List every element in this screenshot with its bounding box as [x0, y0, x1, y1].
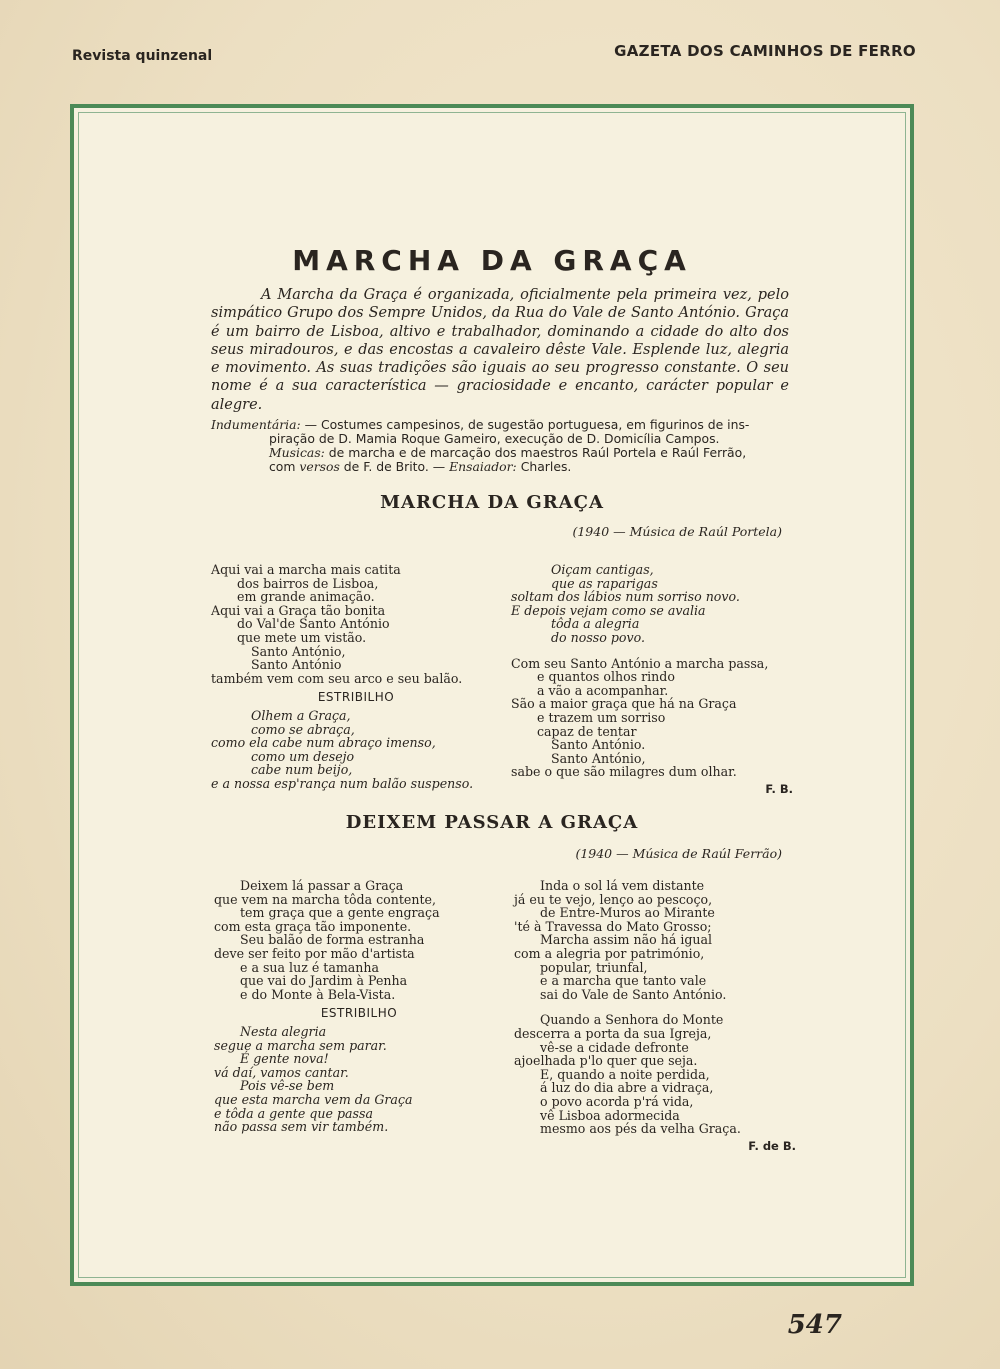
musicas-label: Musicas:	[269, 445, 325, 460]
song-1-attribution: (1940 — Música de Raúl Portela)	[572, 524, 782, 539]
song-2-title: DEIXEM PASSAR A GRAÇA	[345, 812, 639, 833]
refrain-line: que esta marcha vem da Graça	[214, 1091, 413, 1107]
refrain-line: como se abraça,	[251, 721, 355, 737]
verse-line: que mete um vistão.	[237, 629, 367, 645]
stanza-gap	[511, 645, 793, 657]
verse-line: deve ser feito por mão d'artista	[214, 945, 415, 961]
refrain-line: como ela cabe num abraço imenso,	[211, 735, 436, 751]
song-1-title: MARCHA DA GRAÇA	[380, 492, 604, 513]
verse-line: e do Monte à Bela-Vista.	[240, 986, 396, 1002]
verse-line: São a maior graça que há na Graça	[511, 696, 737, 712]
song-2-signature: F. de B.	[748, 1138, 796, 1153]
musicas-text: de marcha e de marcação dos maestros Raúl Portela e Raúl Ferrão,	[324, 445, 747, 460]
article-title: MARCHA DA GRAÇA	[292, 244, 692, 277]
verse-line: popular, triunfal,	[540, 959, 648, 975]
verse-line: e a sua luz é tamanha	[240, 959, 380, 975]
verse-line: a vão a acompanhar.	[537, 682, 669, 698]
song-1-signature: F. B.	[765, 781, 793, 796]
verse-line: Oiçam cantigas,	[551, 562, 654, 577]
article-frame	[70, 104, 914, 1286]
running-header-left: Revista quinzenal	[72, 48, 213, 64]
verse-line: sai do Vale de Santo António.	[540, 986, 727, 1002]
verse-line: 'té à Travessa do Mato Grosso;	[514, 918, 712, 934]
verse-line: Marcha assim não há igual	[540, 932, 713, 948]
verse-line: vê Lisboa adormecida	[540, 1107, 680, 1123]
indumentaria-text: — Costumes campesinos, de sugestão portuguesa, em figurinos de ins-	[300, 417, 750, 432]
verse-line: de Entre-Muros ao Mirante	[540, 905, 715, 921]
verse-line: vê-se a cidade defronte	[540, 1039, 689, 1055]
refrain-line: Pois vê-se bem	[240, 1078, 335, 1094]
indumentaria-text-2: piração de D. Mamia Roque Gameiro, execução de D. Domicília Campos.	[269, 431, 720, 446]
verse-line: que as raparigas	[551, 575, 658, 591]
verse-line: tem graça que a gente engraça	[240, 905, 440, 921]
refrain-line: segue a marcha sem parar.	[214, 1037, 387, 1053]
verse-line: e quantos olhos rindo	[537, 669, 675, 685]
refrain-line: Nesta alegria	[240, 1023, 327, 1039]
versos-text: de F. de Brito. —	[339, 459, 450, 474]
verse-line: e trazem um sorriso	[537, 709, 666, 725]
verse-line: á luz do dia abre a vidraça,	[540, 1080, 714, 1096]
refrain-line: e a nossa esp'rança num balão suspenso.	[211, 775, 474, 791]
verse-line: e a marcha que tanto vale	[540, 973, 707, 989]
refrain-line: como um desejo	[251, 748, 355, 764]
verse-line: Santo António.	[551, 737, 646, 753]
refrain-line: É gente nova!	[240, 1051, 329, 1067]
page-number: 547	[787, 1310, 842, 1340]
verse-line: dos bairros de Lisboa,	[237, 575, 379, 591]
ensaiador-text: Charles.	[516, 459, 572, 474]
verse-line: Deixem lá passar a Graça	[240, 878, 404, 893]
verse-line: que vai do Jardim à Penha	[240, 973, 408, 989]
song-2-attribution: (1940 — Música de Raúl Ferrão)	[575, 846, 782, 861]
verse-line: o povo acorda p'rá vida,	[540, 1093, 694, 1109]
verse-line: com esta graça tão imponente.	[214, 918, 412, 934]
verse-line: Santo António,	[251, 643, 346, 659]
indumentaria-label: Indumentária:	[211, 417, 301, 432]
verse-line: Seu balão de forma estranha	[240, 932, 425, 948]
refrain-line: e tôda a gente que passa	[214, 1105, 373, 1121]
song-1-left-column	[211, 563, 501, 791]
refrain-label: ESTRIBILHO	[317, 690, 395, 705]
verse-line: também vem com seu arco e seu balão.	[211, 670, 463, 686]
verse-line: Santo António,	[551, 750, 646, 766]
refrain-label: ESTRIBILHO	[320, 1006, 398, 1021]
verse-line: Com seu Santo António a marcha passa,	[511, 655, 769, 671]
refrain-line: cabe num beijo,	[251, 762, 353, 778]
song-2-right-column	[514, 879, 796, 1153]
verse-line: capaz de tentar	[537, 723, 637, 739]
verse-line: Santo António	[251, 657, 342, 673]
running-header-right: GAZETA DOS CAMINHOS DE FERRO	[614, 42, 916, 60]
refrain-line: Olhem a Graça,	[251, 707, 351, 723]
verse-line: sabe o que são milagres dum olhar.	[511, 764, 737, 780]
versos-pre: com	[269, 459, 300, 474]
refrain-line: vá daí, vamos cantar.	[214, 1064, 349, 1080]
verse-line: E, quando a noite perdida,	[540, 1066, 710, 1082]
article-intro: A Marcha da Graça é organizada, oficialmente pela primeira vez, pelo simpático Grupo dos Sempre Unidos, da Rua do Vale de Santo António. Graça é um bairro de Lisboa, altivo e trabalhador, dominando a cidade do alto dos seus miradouros, e das encostas a cavaleiro dêste Vale. Esplende luz, alegria e movimento. As suas tradições são iguais ao seu progresso constante. O seu nome é a sua característica — graciosidade e encanto, carácter popular e alegre.	[211, 287, 789, 413]
verse-line: Aqui vai a marcha mais catita	[211, 562, 401, 577]
verse-line: que vem na marcha tôda contente,	[214, 891, 437, 907]
verse-line: do Val'de Santo António	[237, 616, 390, 632]
versos-label: versos	[299, 459, 340, 474]
verse-line: descerra a porta da sua Igreja,	[514, 1025, 712, 1041]
verse-line: soltam dos lábios num sorriso novo.	[511, 589, 740, 605]
verse-line: do nosso povo.	[551, 629, 645, 645]
ensaiador-label: Ensaiador:	[449, 459, 517, 474]
verse-line: já eu te vejo, lenço ao pescoço,	[514, 891, 713, 907]
verse-line: tôda a alegria	[551, 616, 640, 632]
verse-line: Quando a Senhora do Monte	[540, 1012, 724, 1028]
song-1-right-column	[511, 563, 793, 797]
verse-line: Aqui vai a Graça tão bonita	[211, 602, 386, 618]
article-credits	[211, 418, 789, 474]
song-2-left-column	[214, 879, 504, 1134]
verse-line: ajoelhada p'lo quer que seja.	[514, 1053, 698, 1069]
verse-line: Inda o sol lá vem distante	[540, 878, 705, 893]
refrain-line: não passa sem vir também.	[214, 1119, 389, 1135]
verse-line: em grande animação.	[237, 589, 375, 605]
verse-line: com a alegria por património,	[514, 945, 705, 961]
verse-line: mesmo aos pés da velha Graça.	[540, 1121, 741, 1137]
verse-line: E depois vejam como se avalia	[511, 602, 706, 618]
